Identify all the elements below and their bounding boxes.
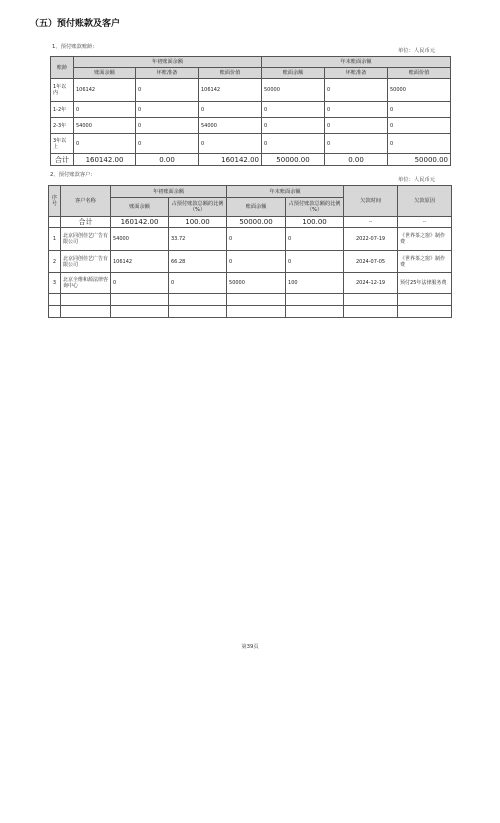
- total-label: 合计: [51, 154, 74, 166]
- cell: 0: [325, 118, 388, 134]
- cell: 66.28: [169, 251, 227, 273]
- customer-cell: 北京全维和源法律咨询中心: [61, 273, 111, 294]
- cell: [111, 306, 169, 318]
- cell: 0: [227, 228, 286, 251]
- cell: 0: [388, 118, 451, 134]
- cell: [344, 306, 398, 318]
- cell: [49, 294, 61, 306]
- header-begin-group: 年初账面余额: [111, 186, 227, 198]
- cell: 0: [136, 79, 199, 102]
- cell: 0: [74, 134, 136, 154]
- age-cell: 3年以上: [51, 134, 74, 154]
- cell: 0: [136, 102, 199, 118]
- header-age: 账龄: [51, 57, 74, 79]
- cell: [61, 294, 111, 306]
- prepayment-customer-table: [48, 185, 452, 318]
- header-begin-book-balance: 账面余额: [111, 198, 169, 217]
- table-row: [51, 102, 451, 118]
- section1-unit: 单位：人民币元: [398, 48, 436, 54]
- total-cell: 160142.00: [199, 154, 262, 166]
- header-customer: 客户名称: [61, 186, 111, 217]
- cell: [286, 294, 344, 306]
- cell: 0: [286, 228, 344, 251]
- cell: 50000: [227, 273, 286, 294]
- cell: 2024-07-05: [344, 251, 398, 273]
- table-row: [51, 134, 451, 154]
- cell: 0: [136, 118, 199, 134]
- cell: 50000: [262, 79, 325, 102]
- table-row: [51, 79, 451, 102]
- cell: [169, 294, 227, 306]
- cell: 100: [286, 273, 344, 294]
- cell: [49, 306, 61, 318]
- header-seq: 序号: [49, 186, 61, 217]
- cell: 106142: [74, 79, 136, 102]
- seq-cell: 2: [49, 251, 61, 273]
- total-cell: 0.00: [325, 154, 388, 166]
- seq-cell: 1: [49, 228, 61, 251]
- total-cell: 100.00: [169, 217, 227, 228]
- cell: 0: [227, 251, 286, 273]
- header-end-book-balance: 账面余额: [227, 198, 286, 217]
- table-row: [51, 118, 451, 134]
- cell: 54000: [199, 118, 262, 134]
- reason-cell: 《世界茶之窗》制作费: [398, 228, 452, 251]
- cell: 106142: [199, 79, 262, 102]
- cell: [398, 294, 452, 306]
- cell: [227, 306, 286, 318]
- age-cell: 1-2年: [51, 102, 74, 118]
- page-number: 第39页: [241, 644, 259, 650]
- header-end-group: 年末账面余额: [262, 57, 451, 68]
- cell: 0: [388, 102, 451, 118]
- customer-cell: 北京同创佳艺广告有限公司: [61, 251, 111, 273]
- cell: [227, 294, 286, 306]
- total-cell: 50000.00: [262, 154, 325, 166]
- cell: 54000: [74, 118, 136, 134]
- table-row-empty: [49, 306, 452, 318]
- cell: [398, 306, 452, 318]
- cell: [49, 217, 61, 228]
- cell: [61, 306, 111, 318]
- reason-cell: 《世界茶之窗》制作费: [398, 251, 452, 273]
- section2-label: 2、预付账款客户：: [50, 172, 96, 178]
- header-end-book-value: 账面价值: [388, 68, 451, 79]
- table-row: [49, 228, 452, 251]
- cell: 0: [325, 79, 388, 102]
- cell: 0: [136, 134, 199, 154]
- header-end-book-balance: 账面余额: [262, 68, 325, 79]
- header-begin-group: 年初账面余额: [74, 57, 262, 68]
- total-cell: --: [344, 217, 398, 228]
- total-cell: 50000.00: [388, 154, 451, 166]
- total-cell: 160142.00: [111, 217, 169, 228]
- age-cell: 2-3年: [51, 118, 74, 134]
- cell: [111, 294, 169, 306]
- section1-label: 1、预付账款账龄：: [52, 44, 98, 50]
- cell: 2024-12-19: [344, 273, 398, 294]
- reason-cell: 预付25年法律服务费: [398, 273, 452, 294]
- header-begin-book-balance: 账面余额: [74, 68, 136, 79]
- cell: 0: [262, 118, 325, 134]
- total-cell: --: [398, 217, 452, 228]
- total-row: [51, 154, 451, 166]
- cell: [169, 306, 227, 318]
- cell: 0: [111, 273, 169, 294]
- cell: 0: [262, 102, 325, 118]
- cell: 0: [262, 134, 325, 154]
- total-cell: 100.00: [286, 217, 344, 228]
- header-begin-book-value: 账面价值: [199, 68, 262, 79]
- cell: 0: [325, 102, 388, 118]
- cell: 0: [325, 134, 388, 154]
- cell: 0: [286, 251, 344, 273]
- cell: 106142: [111, 251, 169, 273]
- cell: 0: [388, 134, 451, 154]
- cell: 2022-07-19: [344, 228, 398, 251]
- cell: 54000: [111, 228, 169, 251]
- cell: 0: [199, 134, 262, 154]
- cell: 0: [199, 102, 262, 118]
- seq-cell: 3: [49, 273, 61, 294]
- customer-cell: 北京同创佳艺广告有限公司: [61, 228, 111, 251]
- cell: [344, 294, 398, 306]
- cell: [286, 306, 344, 318]
- section2-unit: 单位：人民币元: [398, 177, 436, 183]
- total-label: 合计: [61, 217, 111, 228]
- total-cell: 50000.00: [227, 217, 286, 228]
- header-end-bad-debt: 坏账准备: [325, 68, 388, 79]
- header-owe-reason: 欠款原因: [398, 186, 452, 217]
- header-end-ratio: 占预付账款总额的比例（%）: [286, 198, 344, 217]
- prepayment-aging-table: [50, 56, 451, 166]
- cell: 50000: [388, 79, 451, 102]
- header-owe-time: 欠款时间: [344, 186, 398, 217]
- header-begin-bad-debt: 坏账准备: [136, 68, 199, 79]
- total-cell: 160142.00: [74, 154, 136, 166]
- table-row: [49, 273, 452, 294]
- age-cell: 1年以内: [51, 79, 74, 102]
- table-row: [49, 251, 452, 273]
- cell: 0: [74, 102, 136, 118]
- table-row-empty: [49, 294, 452, 306]
- cell: 33.72: [169, 228, 227, 251]
- header-begin-ratio: 占预付账款总额的比例（%）: [169, 198, 227, 217]
- total-cell: 0.00: [136, 154, 199, 166]
- total-row: [49, 217, 452, 228]
- header-end-group: 年末账面余额: [227, 186, 344, 198]
- cell: 0: [169, 273, 227, 294]
- page-title: （五）预付账款及客户: [30, 19, 121, 29]
